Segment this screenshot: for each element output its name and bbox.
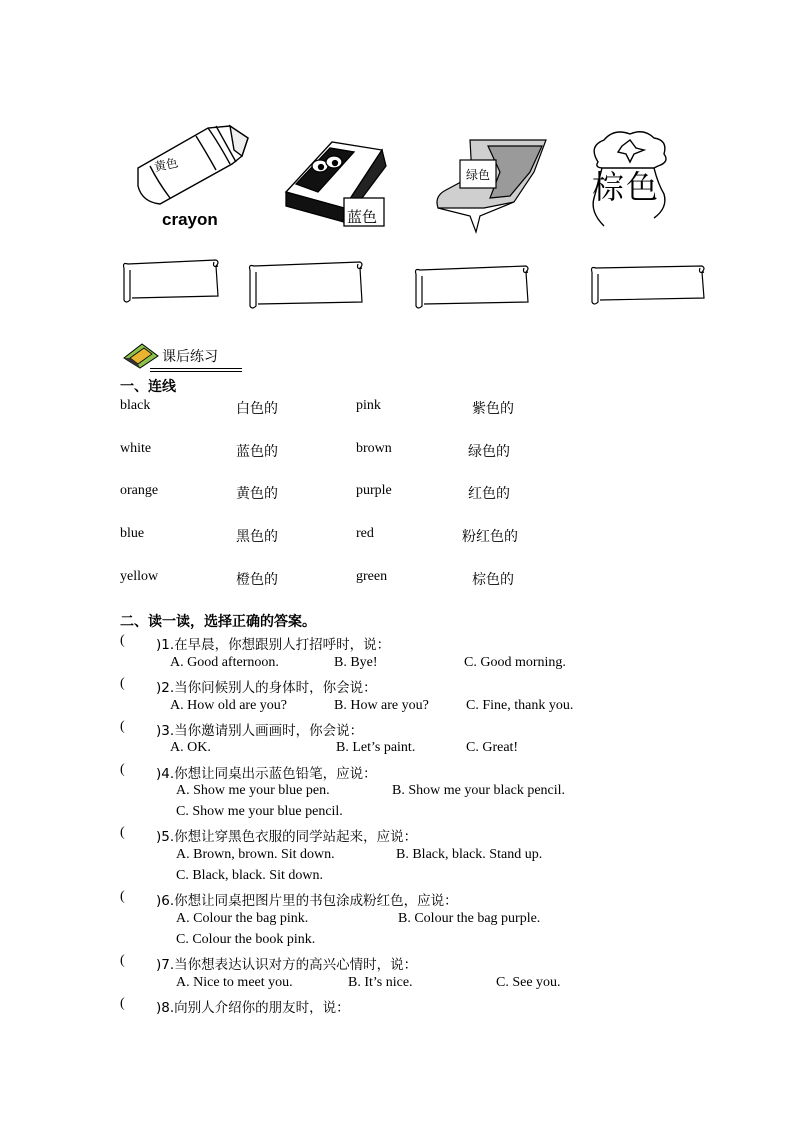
option-a: A. Show me your blue pen. [176, 783, 330, 798]
option-b: B. Let’s paint. [336, 740, 416, 755]
crayon-caption: crayon [162, 210, 218, 229]
option-c: C. Colour the book pink. [176, 932, 316, 947]
option-c: C. Black, black. Sit down. [176, 868, 323, 883]
answer-scroll-1[interactable] [118, 258, 222, 308]
option-a: A. Colour the bag pink. [176, 911, 309, 926]
answer-scroll-2[interactable] [244, 258, 368, 314]
word-english: purple [356, 483, 392, 498]
book-picture [430, 136, 550, 236]
word-chinese: 蓝色的 [236, 444, 278, 460]
section-header-title: 课后练习 [162, 349, 218, 365]
hat-picture [584, 128, 674, 230]
word-chinese: 橙色的 [236, 572, 278, 588]
word-chinese: 黑色的 [236, 529, 278, 545]
word-chinese: 粉红色的 [462, 529, 518, 545]
option-b: B. Colour the bag purple. [398, 911, 541, 926]
part2-title: 二、读一读，选择正确的答案。 [120, 614, 316, 630]
word-chinese: 红色的 [468, 486, 510, 502]
option-b: B. Bye! [334, 655, 378, 670]
question-text: )4.你想让同桌出示蓝色铅笔，应说： [156, 766, 377, 782]
option-c: C. Great! [466, 740, 519, 755]
answer-blank[interactable]: ( [120, 719, 125, 734]
word-chinese: 棕色的 [472, 572, 514, 588]
option-a: A. OK. [170, 740, 211, 755]
question-text: )8.向别人介绍你的朋友时，说： [156, 1000, 350, 1016]
answer-scroll-3[interactable] [410, 262, 534, 314]
option-a: A. Brown, brown. Sit down. [176, 847, 335, 862]
option-c: C. Good morning. [464, 655, 566, 670]
word-chinese: 紫色的 [472, 401, 514, 417]
answer-blank[interactable]: ( [120, 825, 125, 840]
scroll-icon [586, 262, 710, 306]
scroll-icon [410, 262, 534, 310]
word-chinese: 白色的 [236, 401, 278, 417]
answer-blank[interactable]: ( [120, 953, 125, 968]
answer-blank[interactable]: ( [120, 762, 125, 777]
scroll-icon [244, 258, 368, 310]
option-c: C. See you. [496, 975, 561, 990]
word-english: black [120, 398, 151, 413]
crayon-color-label: 黄色 [152, 155, 180, 175]
option-c: C. Show me your blue pencil. [176, 804, 343, 819]
word-english: yellow [120, 569, 159, 584]
eraser-picture [282, 122, 392, 234]
option-a: A. How old are you? [170, 698, 288, 713]
crayon-picture [130, 120, 260, 235]
word-english: red [356, 526, 374, 541]
option-b: B. Show me your black pencil. [392, 783, 566, 798]
word-chinese: 黄色的 [236, 486, 278, 502]
answer-blank[interactable]: ( [120, 676, 125, 691]
word-chinese: 绿色的 [468, 444, 510, 460]
word-english: blue [120, 526, 145, 541]
section-header [120, 340, 244, 372]
word-english: orange [120, 483, 159, 498]
option-c: C. Fine, thank you. [466, 698, 574, 713]
word-english: pink [356, 398, 381, 413]
answer-scroll-4[interactable] [586, 262, 710, 310]
option-a: A. Good afternoon. [170, 655, 279, 670]
hat-color-label: 棕色 [592, 168, 661, 206]
question-text: )6.你想让同桌把图片里的书包涂成粉红色，应说： [156, 893, 458, 909]
part1-title: 一、连线 [120, 379, 176, 395]
option-a: A. Nice to meet you. [176, 975, 293, 990]
question-text: )2.当你问候别人的身体时，你会说： [156, 680, 377, 696]
eraser-color-label: 蓝色 [347, 208, 378, 226]
section-underline [150, 368, 242, 372]
book-color-label: 绿色 [466, 168, 491, 182]
answer-blank[interactable]: ( [120, 996, 125, 1011]
answer-blank[interactable]: ( [120, 889, 125, 904]
pencil-icon [120, 340, 160, 370]
option-b: B. How are you? [334, 698, 429, 713]
question-text: )5.你想让穿黑色衣服的同学站起来，应说： [156, 829, 418, 845]
question-text: )3.当你邀请别人画画时，你会说： [156, 723, 364, 739]
option-b: B. It’s nice. [348, 975, 413, 990]
question-text: )7.当你想表达认识对方的高兴心情时，说： [156, 957, 418, 973]
option-b: B. Black, black. Stand up. [396, 847, 543, 862]
word-english: white [120, 441, 152, 456]
scroll-icon [118, 258, 222, 304]
word-english: green [356, 569, 388, 584]
answer-blank[interactable]: ( [120, 633, 125, 648]
word-english: brown [356, 441, 392, 456]
book-icon [430, 136, 550, 236]
question-text: )1.在早晨，你想跟别人打招呼时，说： [156, 637, 391, 653]
